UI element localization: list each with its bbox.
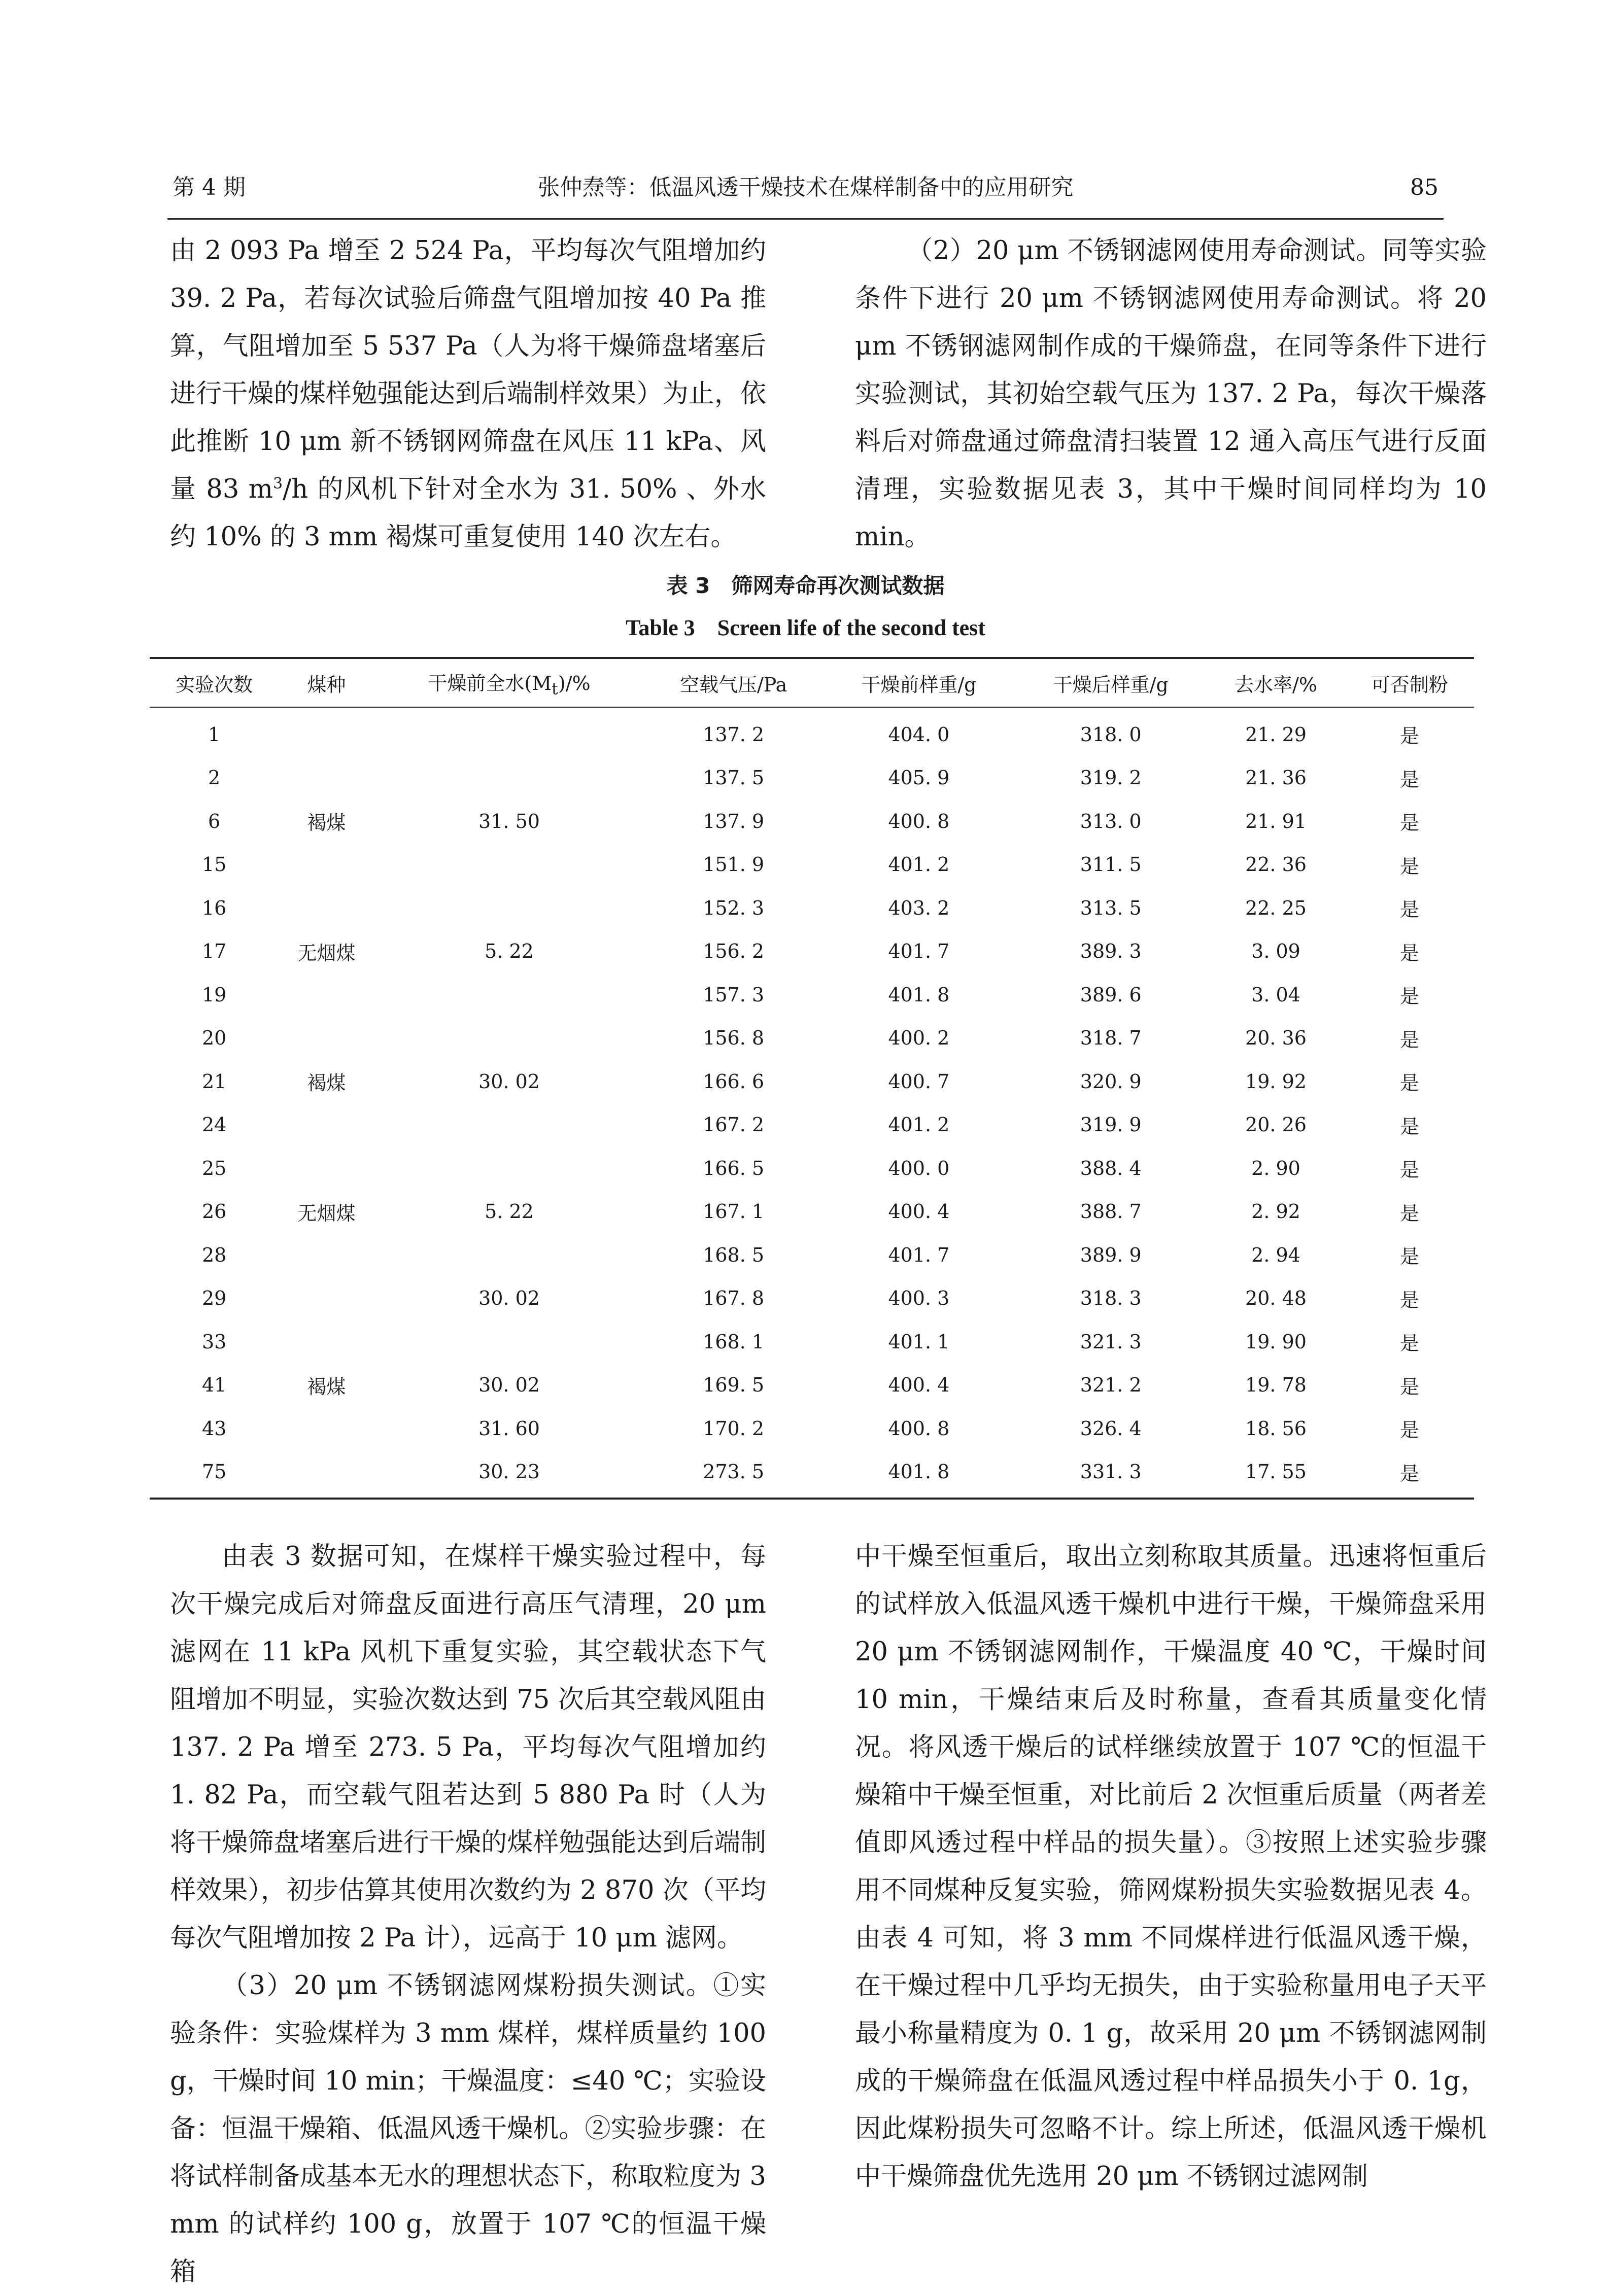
table-cell: 389. 3 [1080, 940, 1142, 963]
table-cell: 是 [1399, 855, 1419, 878]
table-cell: 326. 4 [1080, 1417, 1142, 1440]
table-cell: 401. 1 [888, 1330, 950, 1353]
table-cell: 321. 2 [1080, 1374, 1142, 1397]
table-cell: 2. 90 [1251, 1157, 1300, 1179]
table-row [150, 1407, 1474, 1450]
table-cell: 2. 94 [1251, 1243, 1300, 1266]
table-cell: 是 [1399, 1375, 1419, 1398]
data-table [150, 657, 1474, 1500]
table-caption-cn: 表 3 筛网寿命再次测试数据 [666, 573, 945, 598]
table-cell: 318. 7 [1080, 1027, 1142, 1050]
table-cell: 是 [1399, 1289, 1419, 1311]
table-cell: 311. 5 [1080, 853, 1142, 876]
table-cell: 156. 2 [703, 940, 765, 963]
table-cell [279, 1450, 374, 1499]
paragraph [170, 227, 766, 561]
table-cell: 是 [1399, 1202, 1419, 1225]
issue-label: 第 4 期 [173, 175, 246, 200]
table-cell: 29 [201, 1287, 227, 1310]
table-cell [279, 707, 374, 756]
table-cell [279, 1146, 374, 1190]
table-cell: 褐煤 [307, 812, 346, 834]
top-right-column [855, 227, 1487, 561]
table-cell: 19. 92 [1245, 1070, 1307, 1093]
table-cell: 319. 2 [1080, 767, 1142, 789]
table-cell: 401. 2 [888, 1114, 950, 1136]
table-cell: 156. 8 [703, 1027, 765, 1050]
table-cell: 是 [1399, 985, 1419, 1008]
table-cell: 是 [1399, 1028, 1419, 1051]
table-cell [374, 1320, 644, 1364]
superscript: 3 [273, 475, 283, 493]
table-cell: 331. 3 [1015, 1450, 1207, 1499]
table-cell: 166. 5 [703, 1157, 765, 1179]
table-cell [374, 1146, 644, 1190]
table-cell [374, 1233, 644, 1277]
table-cell: 157. 3 [703, 983, 765, 1006]
table-cell [374, 973, 644, 1017]
table-cell: 319. 9 [1080, 1114, 1142, 1136]
column-header: 干燥后样重/g [1015, 658, 1207, 707]
table-cell: 5. 22 [485, 940, 534, 963]
table-cell: 41 [201, 1374, 227, 1397]
table-cell: 5. 22 [485, 1200, 534, 1223]
table-cell: 25 [201, 1157, 227, 1179]
table-cell: 168. 1 [703, 1330, 765, 1353]
table-cell: 30. 02 [478, 1374, 540, 1397]
table-cell: 无烟煤 [297, 942, 356, 964]
column-header: 可否制粉 [1345, 658, 1474, 707]
table-cell: 168. 5 [703, 1243, 765, 1266]
table-cell: 169. 5 [703, 1374, 765, 1397]
table-row [150, 1060, 1474, 1103]
table-row [150, 1146, 1474, 1190]
table-cell: 22. 25 [1245, 896, 1307, 919]
table-cell: 31. 50 [478, 810, 540, 832]
table-cell: 401. 2 [888, 853, 950, 876]
table-cell: 273. 5 [644, 1450, 823, 1499]
running-header [167, 172, 1444, 208]
table-cell: 21. 91 [1245, 810, 1307, 832]
table-cell: 21 [201, 1070, 227, 1093]
subscript: t [552, 680, 558, 699]
table-cell: 20. 48 [1245, 1287, 1307, 1310]
table-cell: 15 [201, 853, 227, 876]
table-cell [374, 707, 644, 756]
table-cell: 318. 3 [1080, 1287, 1142, 1310]
table-cell: 是 [1399, 1072, 1419, 1095]
paragraph: 由表 3 数据可知，在煤样干燥实验过程中，每次干燥完成后对筛盘反面进行高压气清理，20 μm 滤网在 11 kPa 风机下重复实验，其空载状态下气阻增加不明显，实验次数达到 75 次后其空载风阻由 137. 2 Pa 增至 273. 5 Pa，平均每次气阻增加约 1. 82 Pa，而空载气阻若达到 5 880 Pa 时（人为将干燥筛盘堵塞后进行干燥的煤样勉强能达到后端制样效果），初步估算其使用次数约为 2 870 次（平均每次气阻增加按 2 Pa 计），远高于 10 μm 滤网。 [170, 1542, 766, 1953]
table-row [150, 1277, 1474, 1320]
table-cell [279, 886, 374, 930]
table-row [150, 1190, 1474, 1234]
table-row [150, 707, 1474, 756]
table-cell: 401. 7 [888, 1243, 950, 1266]
table-cell: 400. 4 [888, 1200, 950, 1223]
table-cell: 400. 7 [888, 1070, 950, 1093]
table-cell [279, 843, 374, 887]
table-cell: 3. 09 [1251, 940, 1300, 963]
table-cell [374, 843, 644, 887]
table-cell: 褐煤 [307, 1072, 346, 1095]
table-cell: 是 [1399, 942, 1419, 964]
table-cell: 400. 0 [888, 1157, 950, 1179]
table-cell: 400. 4 [888, 1374, 950, 1397]
table-cell: 152. 3 [703, 896, 765, 919]
table-cell: 401. 8 [888, 983, 950, 1006]
table-cell: 28 [201, 1243, 227, 1266]
table-cell: 403. 2 [888, 896, 950, 919]
table-cell: 20. 26 [1245, 1114, 1307, 1136]
table-cell [279, 1103, 374, 1147]
table-cell: 1 [208, 723, 221, 746]
table-cell: 20. 36 [1245, 1027, 1307, 1050]
table-cell: 400. 3 [888, 1287, 950, 1310]
bottom-left-column [170, 1533, 766, 2296]
column-header: 去水率/% [1207, 658, 1345, 707]
table-cell: 2. 92 [1251, 1200, 1300, 1223]
table-cell: 318. 0 [1080, 723, 1142, 746]
table-cell [279, 1017, 374, 1060]
table-row [150, 1017, 1474, 1060]
table-cell: 137. 5 [703, 767, 765, 789]
table-cell: 167. 2 [703, 1114, 765, 1136]
table-cell: 17. 55 [1207, 1450, 1345, 1499]
paragraph: （2）20 μm 不锈钢滤网使用寿命测试。同等实验条件下进行 20 μm 不锈钢滤网使用寿命测试。将 20 μm 不锈钢滤网制作成的干燥筛盘，在同等条件下进行实验测试，其初始空载气压为 137. 2 Pa，每次干燥落料后对筛盘通过筛盘清扫装置 12 通入高压气进行反面清理，实验数据见表 3，其中干燥时间同样均为 10 min。 [855, 236, 1487, 552]
table-row [150, 1233, 1474, 1277]
table-row [150, 756, 1474, 800]
table-cell: 404. 0 [888, 723, 950, 746]
table-cell: 18. 56 [1245, 1417, 1307, 1440]
table-cell: 167. 8 [703, 1287, 765, 1310]
table-cell: 19. 90 [1245, 1330, 1307, 1353]
paragraph: 中干燥至恒重后，取出立刻称取其质量。迅速将恒重后的试样放入低温风透干燥机中进行干燥，干燥筛盘采用 20 μm 不锈钢滤网制作，干燥温度 40 ℃，干燥时间 10 min，干燥结束后及时称量，查看其质量变化情况。将风透干燥后的试样继续放置于 107 ℃的恒温干燥箱中干燥至恒重，对比前后 2 次恒重后质量（两者差值即风透过程中样品的损失量）。③按照上述实验步骤用不同煤种反复实验，筛网煤粉损失实验数据见表 4。由表 4 可知，将 3 mm 不同煤样进行低温风透干燥，在干燥过程中几乎均无损失，由于实验称量用电子天平最小称量精度为 0. 1 g，故采用 20 μm 不锈钢滤网制成的干燥筛盘在低温风透过程中样品损失小于 0. 1g，因此煤粉损失可忽略不计。综上所述，低温风透干燥机中干燥筛盘优先选用 20 μm 不锈钢过滤网制 [855, 1542, 1487, 2191]
table-row [150, 1364, 1474, 1407]
table-row [150, 799, 1474, 843]
table-cell: 21. 29 [1245, 723, 1307, 746]
table-row [150, 973, 1474, 1017]
column-header: 空载气压/Pa [644, 658, 823, 707]
table-cell: 30. 23 [374, 1450, 644, 1499]
table-cell: 17 [201, 940, 227, 963]
column-header: 实验次数 [150, 658, 279, 707]
table-cell: 388. 7 [1080, 1200, 1142, 1223]
table-cell: 22. 36 [1245, 853, 1307, 876]
table-cell [374, 1103, 644, 1147]
column-header-text: )/% [558, 672, 591, 694]
paragraph-text: 由 2 093 Pa 增至 2 524 Pa，平均每次气阻增加约 39. 2 Pa，若每次试验后筛盘气阻增加按 40 Pa 推算，气阻增加至 5 537 Pa（人为将干燥筛盘堵塞后进行干燥的煤样勉强能达到后端制样效果）为止，依此推断 10 μm 新不锈钢网筛盘在风压 11 kPa、风量 83 m [170, 236, 766, 504]
table-cell: 26 [201, 1200, 227, 1223]
table-cell: 是 [1399, 1115, 1419, 1138]
table-cell: 313. 0 [1080, 810, 1142, 832]
table-cell: 19. 78 [1245, 1374, 1307, 1397]
table-cell: 是 [1399, 1419, 1419, 1442]
table-cell: 2 [208, 767, 221, 789]
column-header [374, 658, 644, 707]
table-cell: 388. 4 [1080, 1157, 1142, 1179]
table-cell: 是 [1345, 1450, 1474, 1499]
table-cell [279, 1320, 374, 1364]
column-header-text: 干燥前全水(M [428, 672, 552, 694]
running-title: 张仲焘等：低温风透干燥技术在煤样制备中的应用研究 [537, 175, 1074, 200]
table-cell: 30. 02 [478, 1070, 540, 1093]
table-cell: 401. 8 [823, 1450, 1015, 1499]
table-cell: 400. 2 [888, 1027, 950, 1050]
table-cell [279, 973, 374, 1017]
top-left-column [170, 227, 766, 561]
column-header: 煤种 [279, 658, 374, 707]
table-cell: 31. 60 [478, 1417, 540, 1440]
table-cell [279, 756, 374, 800]
table-cell: 167. 1 [703, 1200, 765, 1223]
table-cell [279, 1233, 374, 1277]
table-cell: 320. 9 [1080, 1070, 1142, 1093]
table-cell: 24 [201, 1114, 227, 1136]
table-cell: 33 [201, 1330, 227, 1353]
table-cell: 389. 9 [1080, 1243, 1142, 1266]
table-cell [374, 886, 644, 930]
table-cell: 3. 04 [1251, 983, 1300, 1006]
table-caption-en: Table 3 Screen life of the second test [626, 615, 985, 640]
table-cell: 405. 9 [888, 767, 950, 789]
table-cell: 无烟煤 [297, 1202, 356, 1225]
table-cell: 是 [1399, 898, 1419, 921]
table-cell: 褐煤 [307, 1375, 346, 1398]
table-row [150, 843, 1474, 887]
table-cell: 6 [208, 810, 221, 832]
table-cell: 是 [1399, 1245, 1419, 1268]
table-row [150, 1103, 1474, 1147]
table-cell: 是 [1399, 768, 1419, 791]
table-cell: 321. 3 [1080, 1330, 1142, 1353]
table-cell: 21. 36 [1245, 767, 1307, 789]
column-header: 干燥前样重/g [823, 658, 1015, 707]
table-cell: 137. 2 [703, 723, 765, 746]
table-cell: 是 [1399, 812, 1419, 834]
table-cell: 313. 5 [1080, 896, 1142, 919]
table-cell: 75 [150, 1450, 279, 1499]
table-row [150, 1450, 1474, 1499]
table-row [150, 886, 1474, 930]
table-row [150, 1320, 1474, 1364]
bottom-right-column [855, 1533, 1487, 2201]
table-cell: 166. 6 [703, 1070, 765, 1093]
table-header-row [150, 658, 1474, 707]
table-cell: 是 [1399, 1332, 1419, 1355]
header-rule [167, 218, 1444, 220]
table-cell [374, 1017, 644, 1060]
table-cell: 19 [201, 983, 227, 1006]
table-cell: 170. 2 [703, 1417, 765, 1440]
table-cell [279, 1407, 374, 1450]
paragraph-text: /h 的风机下针对全水为 31. 50% 、外水约 10% 的 3 mm 褐煤可重复使用 140 次左右。 [170, 474, 766, 552]
table-cell: 30. 02 [478, 1287, 540, 1310]
table-body [150, 707, 1474, 1499]
table-cell: 400. 8 [888, 810, 950, 832]
table-cell: 20 [201, 1027, 227, 1050]
table-row [150, 930, 1474, 973]
table-cell: 151. 9 [703, 853, 765, 876]
table-cell: 16 [201, 896, 227, 919]
table-cell: 137. 9 [703, 810, 765, 832]
table-cell: 是 [1399, 1159, 1419, 1181]
paragraph: （3）20 μm 不锈钢滤网煤粉损失测试。①实验条件：实验煤样为 3 mm 煤样，煤样质量约 100 g，干燥时间 10 min；干燥温度：≤40 ℃；实验设备：恒温干燥箱、低温风透干燥机。②实验步骤：在将试样制备成基本无水的理想状态下，称取粒度为 3 mm 的试样约 100 g，放置于 107 ℃的恒温干燥箱 [170, 1971, 766, 2287]
table-cell: 389. 6 [1080, 983, 1142, 1006]
table-cell: 401. 7 [888, 940, 950, 963]
page-number: 85 [1410, 175, 1438, 200]
table-cell [279, 1277, 374, 1320]
table-cell: 400. 8 [888, 1417, 950, 1440]
table-cell [374, 756, 644, 800]
table-cell: 43 [201, 1417, 227, 1440]
table-cell: 是 [1399, 725, 1419, 748]
